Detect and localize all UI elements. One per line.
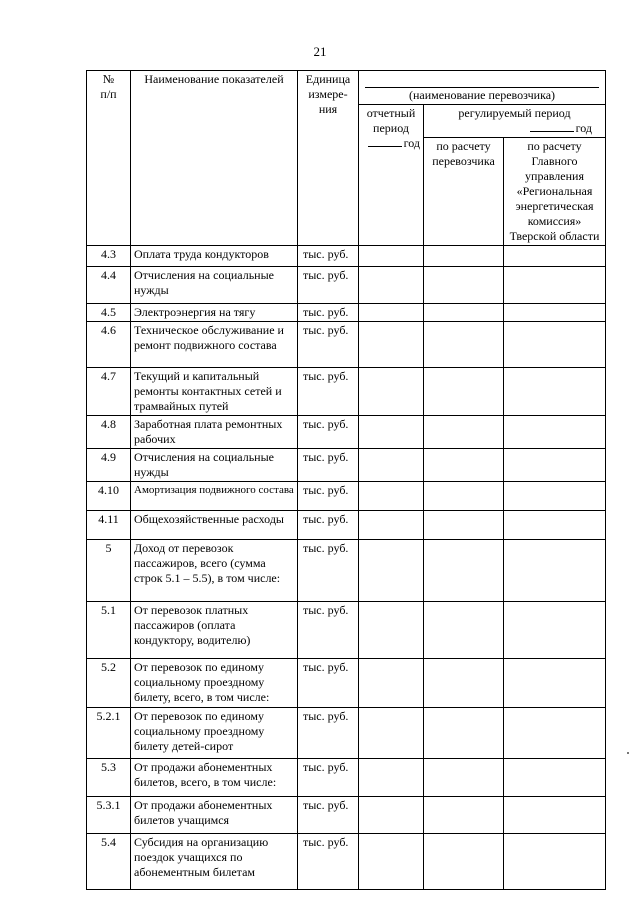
cell-by-carrier: [424, 246, 504, 267]
cell-by-carrier: [424, 322, 504, 368]
cell-reporting: [359, 322, 424, 368]
cell-by-carrier: [424, 797, 504, 834]
row-name: От продажи абонементных билетов, всего, в том числе:: [131, 759, 298, 797]
table-row: [87, 834, 606, 890]
row-unit: тыс. руб.: [298, 322, 359, 368]
header-by-commission: по расчету Главного управления «Региональная энергетическая комиссия» Тверской области: [504, 138, 606, 246]
row-unit: тыс. руб.: [298, 834, 359, 890]
cell-by-carrier: [424, 602, 504, 659]
row-name: Оплата труда кондукторов: [131, 246, 298, 267]
cell-by-commission: [504, 540, 606, 602]
cell-by-commission: [504, 834, 606, 890]
cell-reporting: [359, 267, 424, 304]
page-number: 21: [313, 44, 327, 59]
row-num: 5.2.1: [87, 708, 131, 759]
cell-reporting: [359, 834, 424, 890]
table-row: [87, 540, 606, 602]
row-unit: тыс. руб.: [298, 540, 359, 602]
cell-reporting: [359, 449, 424, 482]
table-row: [87, 759, 606, 797]
reporting-year-blank: [368, 136, 402, 147]
cell-by-commission: [504, 304, 606, 322]
cell-by-commission: [504, 246, 606, 267]
table-row: [87, 416, 606, 449]
row-unit: тыс. руб.: [298, 304, 359, 322]
row-num: 5.1: [87, 602, 131, 659]
cell-by-carrier: [424, 708, 504, 759]
row-num: 4.9: [87, 449, 131, 482]
report-table: [86, 70, 606, 890]
regulated-year-blank: [530, 121, 574, 132]
cell-reporting: [359, 797, 424, 834]
row-unit: тыс. руб.: [298, 759, 359, 797]
row-unit: тыс. руб.: [298, 482, 359, 511]
header-unit: Единица измере- ния: [298, 71, 359, 246]
header-by-carrier: по расчету перевозчика: [424, 138, 504, 246]
row-num: 4.3: [87, 246, 131, 267]
cell-by-commission: [504, 449, 606, 482]
cell-by-carrier: [424, 834, 504, 890]
row-name: Амортизация подвижного состава: [131, 482, 298, 511]
cell-reporting: [359, 708, 424, 759]
cell-by-commission: [504, 482, 606, 511]
scan-speck: [627, 752, 629, 754]
cell-by-commission: [504, 322, 606, 368]
reporting-year-label: год: [403, 136, 420, 150]
row-num: 4.5: [87, 304, 131, 322]
row-unit: тыс. руб.: [298, 708, 359, 759]
carrier-name-line: [365, 75, 599, 88]
row-unit: тыс. руб.: [298, 246, 359, 267]
regulated-year-label: год: [575, 121, 593, 135]
row-name: Электроэнергия на тягу: [131, 304, 298, 322]
header-num: № п/п: [87, 71, 131, 246]
cell-by-carrier: [424, 482, 504, 511]
cell-by-carrier: [424, 416, 504, 449]
table-row: [87, 449, 606, 482]
cell-reporting: [359, 540, 424, 602]
header-name: Наименование показателей: [131, 71, 298, 246]
cell-by-commission: [504, 602, 606, 659]
row-num: 5.4: [87, 834, 131, 890]
table-row: [87, 659, 606, 708]
header-regulated-period: [424, 105, 606, 138]
table-row: [87, 511, 606, 540]
row-name: Текущий и капитальный ремонты контактных сетей и трамвайных путей: [131, 368, 298, 416]
row-name: Техническое обслуживание и ремонт подвижного состава: [131, 322, 298, 368]
row-name: От продажи абонементных билетов учащимся: [131, 797, 298, 834]
table-row: [87, 304, 606, 322]
row-unit: тыс. руб.: [298, 368, 359, 416]
row-name: Заработная плата ремонтных рабочих: [131, 416, 298, 449]
row-unit: тыс. руб.: [298, 659, 359, 708]
row-name: От перевозок по единому социальному проездному билету, всего, в том числе:: [131, 659, 298, 708]
header-reporting-period: [359, 105, 424, 246]
cell-reporting: [359, 304, 424, 322]
table-row: [87, 322, 606, 368]
cell-by-carrier: [424, 368, 504, 416]
cell-by-carrier: [424, 759, 504, 797]
row-name: Отчисления на социальные нужды: [131, 267, 298, 304]
cell-by-commission: [504, 708, 606, 759]
row-name: Общехозяйственные расходы: [131, 511, 298, 540]
cell-by-carrier: [424, 304, 504, 322]
cell-by-commission: [504, 659, 606, 708]
cell-by-carrier: [424, 511, 504, 540]
cell-reporting: [359, 482, 424, 511]
cell-by-commission: [504, 759, 606, 797]
table-row: [87, 267, 606, 304]
table-row: [87, 797, 606, 834]
row-num: 4.10: [87, 482, 131, 511]
row-num: 4.7: [87, 368, 131, 416]
row-num: 5: [87, 540, 131, 602]
cell-reporting: [359, 759, 424, 797]
row-num: 4.11: [87, 511, 131, 540]
cell-reporting: [359, 246, 424, 267]
table-row: [87, 482, 606, 511]
cell-by-carrier: [424, 267, 504, 304]
cell-by-commission: [504, 416, 606, 449]
row-unit: тыс. руб.: [298, 797, 359, 834]
cell-by-commission: [504, 368, 606, 416]
row-name: От перевозок платных пассажиров (оплата кондуктору, водителю): [131, 602, 298, 659]
row-unit: тыс. руб.: [298, 416, 359, 449]
reporting-period-label: отчетный период: [366, 106, 416, 135]
row-num: 4.6: [87, 322, 131, 368]
carrier-caption: (наименование перевозчика): [408, 88, 556, 102]
cell-by-carrier: [424, 659, 504, 708]
cell-by-commission: [504, 511, 606, 540]
cell-by-carrier: [424, 449, 504, 482]
table-row: [87, 368, 606, 416]
row-num: 4.4: [87, 267, 131, 304]
row-unit: тыс. руб.: [298, 602, 359, 659]
cell-reporting: [359, 368, 424, 416]
row-num: 4.8: [87, 416, 131, 449]
cell-by-commission: [504, 267, 606, 304]
cell-reporting: [359, 659, 424, 708]
row-unit: тыс. руб.: [298, 511, 359, 540]
cell-reporting: [359, 511, 424, 540]
row-num: 5.3.1: [87, 797, 131, 834]
row-name: От перевозок по единому социальному проездному билету детей-сирот: [131, 708, 298, 759]
cell-reporting: [359, 416, 424, 449]
table-row: [87, 708, 606, 759]
cell-by-commission: [504, 797, 606, 834]
header-carrier: [359, 71, 606, 105]
cell-by-carrier: [424, 540, 504, 602]
row-num: 5.3: [87, 759, 131, 797]
row-unit: тыс. руб.: [298, 267, 359, 304]
row-name: Доход от перевозок пассажиров, всего (сумма строк 5.1 – 5.5), в том числе:: [131, 540, 298, 602]
row-num: 5.2: [87, 659, 131, 708]
row-unit: тыс. руб.: [298, 449, 359, 482]
table-row: [87, 602, 606, 659]
row-name: Отчисления на социальные нужды: [131, 449, 298, 482]
cell-reporting: [359, 602, 424, 659]
row-name: Субсидия на организацию поездок учащихся по абонементным билетам: [131, 834, 298, 890]
table-row: [87, 246, 606, 267]
regulated-period-label: регулируемый период: [458, 106, 571, 120]
